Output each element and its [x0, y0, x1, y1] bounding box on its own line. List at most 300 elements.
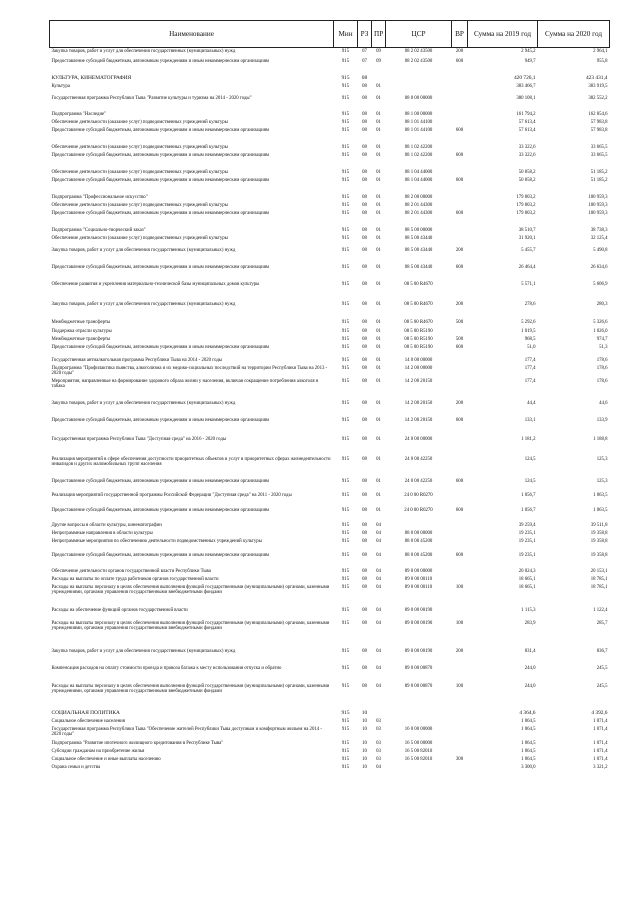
cell-csr: 08 2 02 43500: [404, 58, 433, 64]
cell-pr: 01: [376, 202, 381, 208]
table-row: [50, 247, 610, 264]
cell-rz: 08: [362, 665, 367, 671]
cell-csr: 08 5 00 R4670: [404, 301, 433, 307]
cell-csr: 88 0 00 45200: [404, 538, 433, 544]
cell-csr: 16 0 00 00000: [404, 726, 433, 732]
cell-sum-2019: 1 181,2: [521, 436, 536, 442]
cell-name: Обеспечение деятельности органов государственной власти Республики Тыва: [51, 568, 211, 574]
table-row: [50, 202, 610, 210]
cell-name: Предоставление субсидий бюджетным, автономным учреждениям и иным некоммерческим организациям: [51, 177, 269, 183]
cell-min: 915: [341, 522, 350, 528]
cell-rz: 08: [362, 344, 367, 350]
cell-csr: 08 1 04 44000: [404, 169, 433, 175]
cell-csr: 08 1 02 42200: [404, 152, 433, 158]
cell-csr: [386, 83, 452, 95]
cell-sum-2019: 244,0: [524, 665, 536, 671]
cell-min: 915: [341, 756, 350, 762]
cell-rz: 08: [362, 235, 367, 241]
cell-min: 915: [341, 49, 350, 54]
cell-csr: 08 5 00 R5190: [404, 336, 433, 342]
cell-name: Социальное обеспечение и иные выплаты населению: [51, 756, 161, 762]
cell-min: 915: [341, 152, 350, 158]
cell-name: Предоставление субсидий бюджетным, автономным учреждениям и иным некоммерческим организациям: [51, 552, 269, 558]
cell-pr: 01: [376, 336, 381, 342]
cell-min: 915: [341, 127, 350, 133]
cell-sum-2019: 1 019,5: [521, 328, 536, 334]
cell-min: 915: [341, 58, 350, 64]
cell-csr: 24 0 00 R0270: [404, 507, 433, 513]
cell-vr: [452, 169, 468, 177]
cell-rz: 08: [362, 584, 367, 590]
cell-rz: 08: [362, 538, 367, 544]
table-row: [50, 756, 610, 764]
cell-sum-2019: 57 613,4: [518, 127, 536, 133]
cell-sum-2020: 178,6: [596, 357, 608, 363]
table-row: [50, 177, 610, 194]
cell-sum-2020: 39 511,8: [590, 522, 608, 528]
cell-vr: 600: [455, 177, 464, 183]
cell-name: Предоставление субсидий бюджетным, автономным учреждениям и иным некоммерческим организациям: [51, 264, 269, 270]
cell-sum-2020: 32 125,4: [590, 235, 608, 241]
cell-rz: 08: [362, 281, 367, 287]
cell-vr: [452, 568, 468, 576]
cell-name: Обеспечение деятельности (оказание услуг) подведомственных учреждений культуры: [51, 235, 228, 241]
budget-table: [49, 20, 610, 772]
cell-rz: 08: [362, 227, 367, 233]
cell-vr: [452, 740, 468, 748]
cell-sum-2019: 949,7: [524, 58, 536, 64]
cell-name: Другие вопросы в области культуры, кинематографии: [51, 522, 162, 528]
table-row: [50, 75, 610, 83]
cell-sum-2020: 18 785,1: [590, 576, 608, 582]
cell-sum-2020: 974,7: [596, 336, 608, 342]
table-row: [50, 344, 610, 357]
cell-name: Предоставление субсидий бюджетным, автономным учреждениям и иным некоммерческим организациям: [51, 507, 269, 513]
cell-csr: [386, 75, 452, 83]
cell-sum-2020: 285,7: [596, 620, 608, 626]
cell-name: СОЦИАЛЬНАЯ ПОЛИТИКА: [51, 709, 120, 716]
cell-min: 915: [341, 202, 350, 208]
cell-min: 915: [341, 301, 350, 307]
cell-pr: 01: [376, 319, 381, 325]
cell-vr: [452, 718, 468, 726]
cell-pr: 01: [376, 507, 381, 513]
table-row: [50, 111, 610, 119]
cell-min: 915: [341, 648, 350, 654]
table-row: [50, 83, 610, 95]
cell-csr: 89 0 00 00190: [404, 620, 433, 626]
cell-vr: [452, 378, 468, 400]
cell-rz: 08: [362, 507, 367, 513]
cell-min: 915: [341, 709, 350, 716]
cell-pr: 01: [376, 357, 381, 363]
cell-vr: [452, 764, 468, 772]
cell-sum-2019: 133,1: [524, 417, 536, 423]
header-sum-2019: Сумма на 2019 год: [468, 21, 538, 48]
cell-csr: 08 1 00 00000: [404, 111, 433, 117]
cell-pr: 09: [376, 49, 381, 54]
cell-csr: 89 0 00 00000: [404, 568, 433, 574]
table-row: [50, 264, 610, 281]
cell-vr: [452, 281, 468, 301]
cell-vr: 600: [455, 58, 464, 64]
table-row: [50, 417, 610, 436]
cell-pr: 04: [376, 764, 381, 770]
cell-pr: 01: [376, 119, 381, 125]
cell-sum-2020: 3 321,2: [593, 764, 608, 770]
cell-pr: 01: [376, 144, 381, 150]
cell-sum-2019: 26 464,4: [518, 264, 536, 270]
cell-sum-2020: 38 738,3: [590, 227, 608, 233]
cell-vr: 600: [455, 152, 464, 158]
cell-min: 915: [341, 718, 350, 724]
cell-rz: 08: [362, 478, 367, 484]
cell-csr: 08 5 00 R5190: [404, 328, 433, 334]
table-row: [50, 127, 610, 144]
cell-vr: 300: [455, 756, 464, 762]
cell-name: Закупка товаров, работ и услуг для обеспечения государственных (муниципальных) нужд: [51, 49, 236, 54]
cell-name: Субсидии гражданам на приобретение жилья: [51, 748, 145, 754]
cell-vr: 500: [455, 336, 464, 342]
cell-name: Социальное обеспечение населения: [51, 718, 125, 724]
cell-pr: 01: [376, 169, 381, 175]
cell-sum-2020: 2 964,1: [593, 49, 608, 54]
cell-csr: 16 5 00 00000: [404, 740, 433, 746]
cell-sum-2019: 380 108,1: [516, 95, 536, 101]
cell-name: Охрана семьи и детства: [51, 764, 101, 770]
cell-sum-2019: 33 322,6: [518, 152, 536, 158]
cell-min: 915: [341, 264, 350, 270]
table-row: [50, 522, 610, 530]
cell-name: Расходы на выплаты по оплате труда работников органов государственной власти: [51, 576, 219, 582]
cell-sum-2020: 57 983,8: [590, 119, 608, 125]
cell-sum-2019: 1 064,5: [521, 726, 536, 732]
cell-rz: 08: [362, 530, 367, 536]
cell-sum-2020: 1 026,0: [593, 328, 608, 334]
cell-pr: 01: [376, 301, 381, 307]
table-row: [50, 538, 610, 552]
cell-min: 915: [341, 119, 350, 125]
cell-vr: [452, 111, 468, 119]
cell-sum-2020: 19 358,8: [590, 552, 608, 558]
cell-sum-2020: 19 358,8: [590, 530, 608, 536]
cell-csr: 24 0 00 R0270: [404, 492, 433, 498]
cell-min: 915: [341, 111, 350, 117]
cell-name: Реализация мероприятий государственной программы Российской Федерации "Доступная среда" на 2011 - 2020 годы: [51, 492, 292, 498]
header-vr: ВР: [452, 21, 468, 48]
cell-rz: 08: [362, 264, 367, 270]
cell-name: Государственная программа Республики Тыва "Обеспечение жителей Республики Тыва доступным и комфортным жильем на 2014 - 2020 годы": [51, 726, 322, 737]
cell-min: 915: [341, 478, 350, 484]
cell-pr: 01: [376, 400, 381, 406]
cell-vr: [452, 357, 468, 365]
cell-pr: 01: [376, 235, 381, 241]
cell-name: Государственная программа Республики Тыва "Развитие культуры и туризма на 2014 - 2020 годы": [51, 95, 252, 101]
table-row: [50, 281, 610, 301]
header-sum-2020: Сумма на 2020 год: [538, 21, 610, 48]
cell-sum-2019: 283,9: [524, 620, 536, 626]
cell-name: Подпрограмма "Профилактика пьянства, алкоголизма и их медико-социальных последствий на территории Республики Тыва на 2013 - 2020 годы": [51, 365, 328, 376]
cell-min: 915: [341, 507, 350, 513]
cell-vr: 600: [455, 210, 464, 216]
table-row: [50, 492, 610, 507]
cell-min: 915: [341, 620, 350, 626]
cell-pr: 01: [376, 281, 381, 287]
table-row: [50, 436, 610, 456]
cell-pr: 01: [376, 247, 381, 253]
cell-min: 915: [341, 492, 350, 498]
cell-min: 915: [341, 665, 350, 671]
cell-sum-2020: 1 071,4: [593, 748, 608, 754]
cell-pr: 03: [376, 740, 381, 746]
cell-rz: 08: [362, 336, 367, 342]
cell-vr: [452, 665, 468, 683]
cell-rz: 08: [362, 83, 367, 89]
cell-vr: 600: [455, 344, 464, 350]
cell-csr: 16 5 00 82010: [404, 756, 433, 762]
cell-sum-2019: 1 064,5: [521, 718, 536, 724]
cell-min: 915: [341, 748, 350, 754]
cell-sum-2019: 124,5: [524, 478, 536, 484]
cell-pr: 01: [376, 83, 381, 89]
cell-rz: 08: [362, 683, 367, 689]
cell-csr: 08 5 00 43440: [404, 247, 433, 253]
cell-min: 915: [341, 177, 350, 183]
cell-pr: 04: [376, 530, 381, 536]
cell-csr: [386, 718, 452, 726]
cell-vr: [452, 748, 468, 756]
table-row: [50, 48, 610, 58]
cell-rz: 08: [362, 247, 367, 253]
cell-pr: 04: [376, 584, 381, 590]
cell-vr: 600: [455, 552, 464, 558]
cell-rz: 08: [362, 95, 367, 101]
cell-min: 915: [341, 227, 350, 233]
table-row: [50, 235, 610, 247]
table-row: [50, 301, 610, 319]
cell-sum-2020: 33 665,5: [590, 152, 608, 158]
cell-name: Культура: [51, 83, 70, 89]
cell-name: Подпрограмма "Социально-творческий заказ": [51, 227, 146, 233]
cell-vr: [452, 436, 468, 456]
cell-csr: 08 5 00 R4670: [404, 319, 433, 325]
cell-sum-2020: 125,3: [596, 478, 608, 484]
cell-sum-2019: 179 803,2: [516, 210, 536, 216]
cell-sum-2020: 133,9: [596, 417, 608, 423]
cell-csr: 08 5 00 43440: [404, 264, 433, 270]
cell-rz: 08: [362, 417, 367, 423]
cell-sum-2019: 31 920,1: [518, 235, 536, 241]
cell-min: 915: [341, 194, 350, 200]
cell-sum-2020: 955,8: [596, 58, 608, 64]
cell-rz: 08: [362, 357, 367, 363]
table-row: [50, 194, 610, 202]
cell-min: 915: [341, 210, 350, 216]
cell-sum-2019: 177,4: [524, 357, 536, 363]
table-row: [50, 507, 610, 522]
cell-sum-2019: 831,4: [524, 648, 536, 654]
cell-min: 915: [341, 552, 350, 558]
cell-vr: [452, 365, 468, 378]
cell-rz: 10: [362, 756, 367, 762]
cell-pr: 04: [376, 665, 381, 671]
cell-vr: 100: [455, 620, 464, 626]
cell-pr: [372, 710, 386, 718]
table-row: [50, 620, 610, 648]
cell-csr: 24 0 00 42250: [404, 456, 433, 462]
cell-rz: 08: [362, 202, 367, 208]
table-row: [50, 144, 610, 152]
cell-pr: [372, 75, 386, 83]
cell-vr: 600: [455, 417, 464, 423]
cell-sum-2019: 20 024,3: [518, 568, 536, 574]
cell-name: Поддержка отрасли культуры: [51, 328, 112, 334]
cell-name: Мероприятия, направленные на формирование здорового образа жизни у населения, включая сокращение потребления алкоголя и табака: [51, 378, 319, 389]
cell-name: Обеспечение деятельности (оказание услуг) подведомственных учреждений культуры: [51, 169, 228, 175]
cell-pr: 01: [376, 436, 381, 442]
cell-sum-2019: 161 794,2: [516, 111, 536, 117]
cell-name: Предоставление субсидий бюджетным, автономным учреждениям и иным некоммерческим организациям: [51, 478, 269, 484]
cell-pr: 03: [376, 756, 381, 762]
cell-vr: 600: [455, 507, 464, 513]
cell-csr: 89 0 00 00870: [404, 683, 433, 689]
cell-csr: 08 1 01 44100: [404, 119, 433, 125]
cell-pr: 01: [376, 177, 381, 183]
cell-sum-2019: 1 064,5: [521, 740, 536, 746]
cell-rz: 08: [362, 301, 367, 307]
cell-csr: [386, 764, 452, 772]
cell-sum-2020: 1 063,5: [593, 507, 608, 513]
cell-min: 915: [341, 95, 350, 101]
table-row: [50, 607, 610, 620]
cell-sum-2019: 383 466,7: [516, 83, 536, 89]
cell-csr: 24 0 00 42250: [404, 478, 433, 484]
cell-min: 915: [341, 456, 350, 462]
cell-min: 915: [341, 530, 350, 536]
table-row: [50, 210, 610, 227]
cell-sum-2019: 57 613,4: [518, 119, 536, 125]
cell-csr: 14 2 00 20150: [404, 400, 433, 406]
cell-vr: [452, 456, 468, 478]
table-body: [50, 48, 610, 772]
cell-vr: [452, 522, 468, 530]
cell-rz: 08: [362, 456, 367, 462]
cell-vr: [452, 726, 468, 740]
cell-min: 915: [341, 365, 350, 371]
cell-rz: 08: [361, 74, 368, 81]
cell-sum-2020: 1 071,4: [593, 740, 608, 746]
cell-pr: 04: [376, 552, 381, 558]
cell-vr: [452, 235, 468, 247]
cell-pr: 01: [376, 111, 381, 117]
cell-csr: 89 0 00 00190: [404, 648, 433, 654]
cell-min: 915: [341, 576, 350, 582]
table-row: [50, 319, 610, 328]
cell-vr: [452, 144, 468, 152]
table-row: [50, 748, 610, 756]
cell-vr: 100: [455, 584, 464, 590]
cell-pr: 01: [376, 365, 381, 371]
cell-pr: 04: [376, 607, 381, 613]
cell-sum-2019: 179 803,2: [516, 202, 536, 208]
cell-name: Закупка товаров, работ и услуг для обеспечения государственных (муниципальных) нужд: [51, 247, 236, 253]
cell-sum-2020: 1 122,4: [593, 607, 608, 613]
cell-min: 915: [341, 764, 350, 770]
cell-sum-2020: 125,3: [596, 456, 608, 462]
cell-vr: [452, 83, 468, 95]
cell-rz: 08: [362, 648, 367, 654]
cell-sum-2020: 178,6: [596, 378, 608, 384]
cell-min: 915: [341, 319, 350, 325]
cell-name: Государственная антиалкогольная программа Республики Тыва на 2014 - 2020 годы: [51, 357, 223, 363]
cell-sum-2019: 19 235,1: [518, 530, 536, 536]
cell-min: 915: [341, 144, 350, 150]
cell-sum-2019: 5 571,1: [521, 281, 536, 287]
cell-pr: 03: [376, 726, 381, 732]
cell-sum-2019: 278,6: [524, 301, 536, 307]
cell-vr: [452, 607, 468, 620]
cell-sum-2020: 33 665,5: [590, 144, 608, 150]
cell-rz: 08: [362, 522, 367, 528]
budget-document-page: [49, 20, 609, 772]
cell-vr: [452, 194, 468, 202]
cell-name: Расходы на выплаты персоналу в целях обеспечения выполнения функций государственными (муниципальными) органами, казенными учреждениями, органами управления государственными внебюджетными фондами: [51, 584, 330, 595]
cell-pr: 03: [376, 718, 381, 724]
cell-name: Подпрограмма "Профессиональное искусство": [51, 194, 148, 200]
cell-pr: 04: [376, 576, 381, 582]
cell-vr: [452, 492, 468, 507]
cell-sum-2019: 51,0: [527, 344, 536, 350]
cell-vr: 600: [455, 478, 464, 484]
table-row: [50, 683, 610, 710]
table-row: [50, 58, 610, 75]
cell-sum-2019: 4 364,6: [519, 709, 536, 716]
table-row: [50, 95, 610, 111]
table-row: [50, 357, 610, 365]
cell-rz: 08: [362, 365, 367, 371]
cell-name: Непрограммные мероприятия по обеспечению деятельности подведомственных учреждений культуры: [51, 538, 262, 544]
table-row: [50, 576, 610, 584]
cell-rz: 08: [362, 210, 367, 216]
cell-sum-2020: 245,5: [596, 683, 608, 689]
cell-csr: 14 2 00 20150: [404, 417, 433, 423]
cell-vr: [452, 95, 468, 111]
cell-sum-2019: 19 235,1: [518, 552, 536, 558]
cell-vr: 500: [455, 319, 464, 325]
cell-pr: 04: [376, 522, 381, 528]
cell-vr: 600: [455, 127, 464, 133]
cell-min: 915: [341, 344, 350, 350]
cell-name: Закупка товаров, работ и услуг для обеспечения государственных (муниципальных) нужд: [51, 301, 236, 307]
cell-pr: 04: [376, 620, 381, 626]
cell-rz: 08: [362, 319, 367, 325]
cell-vr: [452, 75, 468, 83]
cell-rz: 10: [362, 718, 367, 724]
cell-csr: 08 0 00 00000: [404, 95, 433, 101]
table-row: [50, 726, 610, 740]
cell-min: 915: [341, 169, 350, 175]
cell-sum-2020: 1 071,4: [593, 756, 608, 762]
cell-sum-2020: 836,7: [596, 648, 608, 654]
table-header-row: [50, 21, 610, 48]
cell-sum-2020: 57 983,8: [590, 127, 608, 133]
cell-sum-2020: 1 071,4: [593, 726, 608, 732]
cell-sum-2020: 51,3: [599, 344, 608, 350]
table-row: [50, 584, 610, 607]
cell-sum-2019: 1 056,7: [521, 492, 536, 498]
cell-csr: 08 1 04 44000: [404, 177, 433, 183]
cell-min: 915: [341, 683, 350, 689]
